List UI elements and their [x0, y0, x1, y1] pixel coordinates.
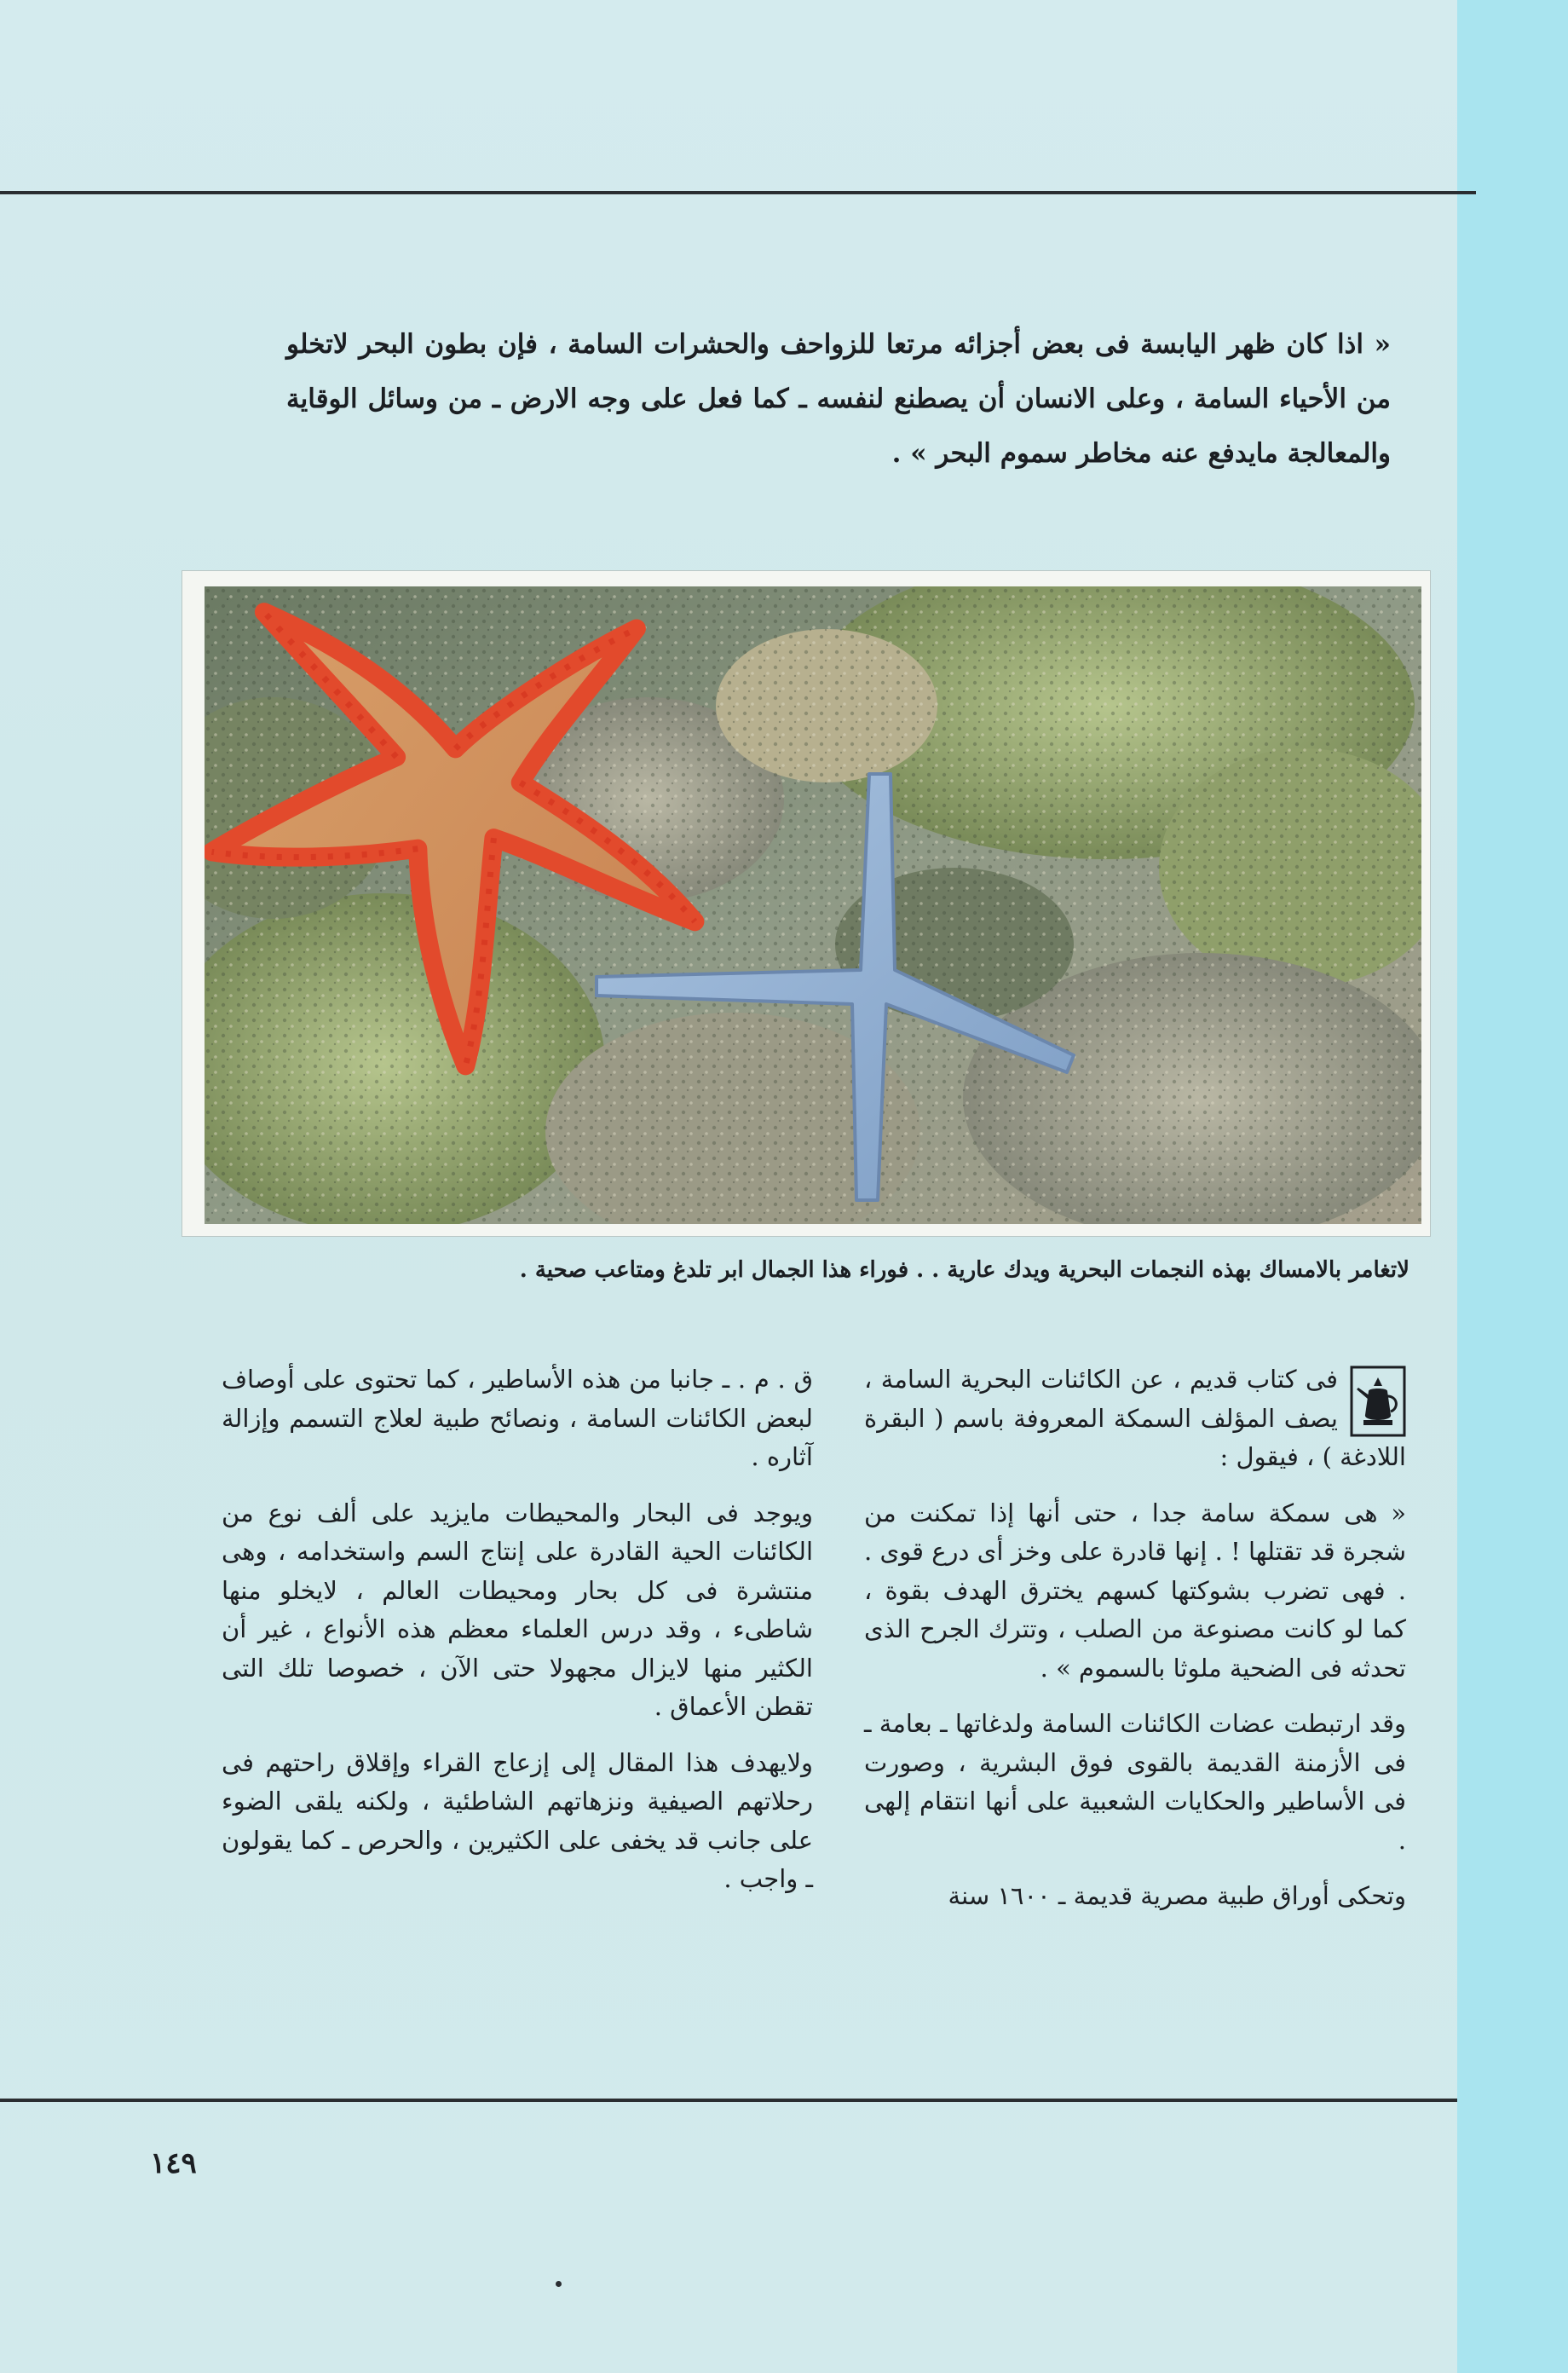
bottom-rule: [0, 2099, 1457, 2102]
paragraph: ويوجد فى البحار والمحيطات مايزيد على ألف نوع من الكائنات الحية القادرة على إنتاج السم واستخدامه ، وهى منتشرة فى كل بحار ومحيطات العالم ، لايخلو منها شاطىء ، وقد درس العلماء معظم هذه الأنواع ، غير أن الكثير منها لايزال مجهولا حتى الآن ، خصوصا تلك التى تقطن الأعماق .: [222, 1498, 813, 1721]
ink-dot: [556, 2281, 562, 2287]
paragraph-text: فى كتاب قديم ، عن الكائنات البحرية السامة ، يصف المؤلف السمكة المعروفة باسم ( البقرة اللادغة ) ، فيقول :: [864, 1365, 1406, 1471]
paragraph: وقد ارتبطت عضات الكائنات السامة ولدغاتها ـ بعامة ـ فى الأزمنة القديمة بالقوى فوق البشرية ، وصورت فى الأساطير والحكايات الشعبية على أنها انتقام إلهى .: [864, 1709, 1406, 1855]
paragraph: ق . م . ـ جانبا من هذه الأساطير ، كما تحتوى على أوصاف لبعض الكائنات السامة ، ونصائح طبية لعلاج التسمم وإزالة آثاره .: [222, 1365, 813, 1471]
paragraph: « هى سمكة سامة جدا ، حتى أنها إذا تمكنت من شجرة قد تقتلها ! . إنها قادرة على وخز أى درع قوى . . فهى تضرب بشوكتها كسهم يخترق الهدف بقوة ، كما لو كانت مصنوعة من الصلب ، وتترك الجرح الذى تحدثه فى الضحية ملوثا بالسموم » .: [864, 1498, 1406, 1683]
photo-caption: لاتغامر بالامساك بهذه النجمات البحرية ويدك عارية . . فوراء هذا الجمال ابر تلدغ ومتاعب صحية .: [519, 1257, 1409, 1283]
top-rule: [0, 191, 1476, 194]
coffee-pot-icon: [1350, 1365, 1406, 1437]
article-column-left: [222, 1360, 813, 1916]
paragraph: وتحكى أوراق طبية مصرية قديمة ـ ١٦٠٠ سنة: [948, 1881, 1406, 1910]
scan-margin: [1457, 0, 1568, 2373]
article-column-right: [864, 1360, 1406, 1933]
page-number: ١٤٩: [150, 2146, 197, 2180]
paragraph: ولايهدف هذا المقال إلى إزعاج القراء وإقلاق راحتهم فى رحلاتهم الصيفية ونزهاتهم الشاطئية ، ولكنه يلقى الضوء على جانب قد يخفى على الكثيرين ، والحرص ـ كما يقولون ـ واجب .: [222, 1747, 813, 1893]
paragraph: [864, 1360, 1406, 1477]
intro-pull-quote: « اذا كان ظهر اليابسة فى بعض أجزائه مرتعا للزواحف والحشرات السامة ، فإن بطون البحر لاتخلو من الأحياء السامة ، وعلى الانسان أن يصطنع لنفسه ـ كما فعل على وجه الارض ـ من وسائل الوقاية والمعالجة مايدفع عنه مخاطر سموم البحر » .: [286, 329, 1391, 469]
starfish-coral-photo: [205, 586, 1421, 1224]
